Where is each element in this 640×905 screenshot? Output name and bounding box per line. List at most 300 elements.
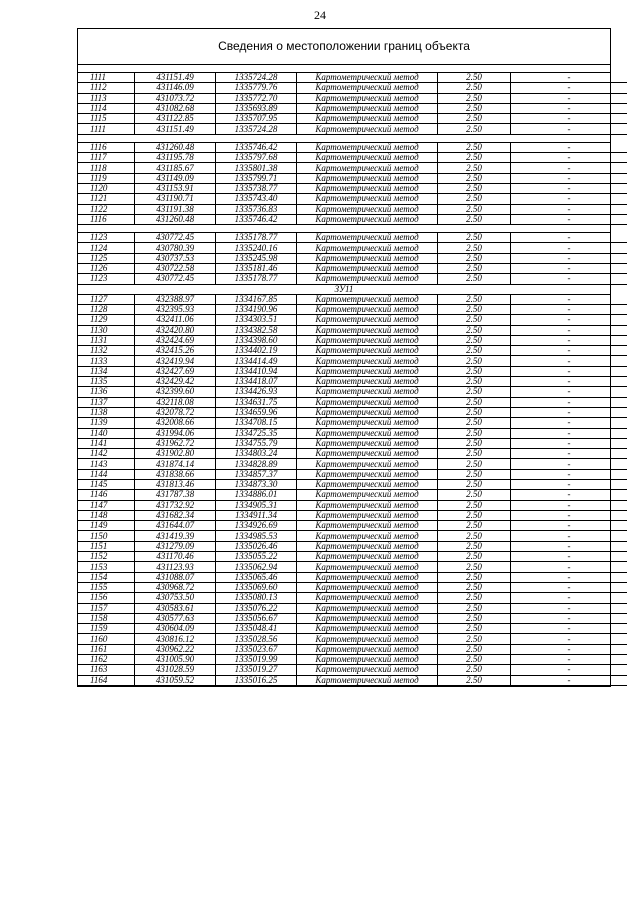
table-row [78,233,627,243]
x-coordinate: 431260.48 [135,143,216,153]
accuracy: 2.50 [438,665,511,675]
method: Картометрический метод [297,194,438,204]
table-row [78,510,627,520]
description: - [511,103,628,113]
point-number: 1151 [78,541,135,551]
table-row [78,114,627,124]
x-coordinate: 431279.09 [135,541,216,551]
point-number: 1131 [78,335,135,345]
point-number: 1139 [78,418,135,428]
point-number: 1137 [78,397,135,407]
description: - [511,449,628,459]
method: Картометрический метод [297,521,438,531]
x-coordinate: 431195.78 [135,153,216,163]
accuracy: 2.50 [438,377,511,387]
description: - [511,418,628,428]
method: Картометрический метод [297,552,438,562]
point-number: 1135 [78,377,135,387]
description: - [511,346,628,356]
method: Картометрический метод [297,428,438,438]
y-coordinate: 1334418.07 [216,377,297,387]
table-row [78,73,627,83]
method: Картометрический метод [297,173,438,183]
method: Картометрический метод [297,655,438,665]
accuracy: 2.50 [438,124,511,134]
point-number: 1155 [78,582,135,592]
accuracy: 2.50 [438,335,511,345]
method: Картометрический метод [297,438,438,448]
accuracy: 2.50 [438,153,511,163]
y-coordinate: 1335707.95 [216,114,297,124]
table-row [78,479,627,489]
description: - [511,593,628,603]
description: - [511,438,628,448]
accuracy: 2.50 [438,143,511,153]
x-coordinate: 430604.09 [135,624,216,634]
method: Картометрический метод [297,356,438,366]
x-coordinate: 431787.38 [135,490,216,500]
table-row [78,243,627,253]
method: Картометрический метод [297,469,438,479]
y-coordinate: 1335019.99 [216,655,297,665]
table-row [78,582,627,592]
accuracy: 2.50 [438,407,511,417]
y-coordinate: 1335178.77 [216,233,297,243]
y-coordinate: 1334631.75 [216,397,297,407]
y-coordinate: 1335069.60 [216,582,297,592]
method: Картометрический метод [297,418,438,428]
description: - [511,624,628,634]
description: - [511,114,628,124]
description: - [511,204,628,214]
point-number: 1125 [78,253,135,263]
accuracy: 2.50 [438,603,511,613]
point-number: 1128 [78,304,135,314]
table-row [78,655,627,665]
accuracy: 2.50 [438,644,511,654]
point-number: 1121 [78,194,135,204]
description: - [511,377,628,387]
method: Картометрический метод [297,500,438,510]
x-coordinate: 431185.67 [135,163,216,173]
method: Картометрический метод [297,572,438,582]
y-coordinate: 1334190.96 [216,304,297,314]
table-row [78,377,627,387]
x-coordinate: 431994.06 [135,428,216,438]
method: Картометрический метод [297,346,438,356]
y-coordinate: 1334303.51 [216,315,297,325]
y-coordinate: 1335724.28 [216,124,297,134]
point-number: 1146 [78,490,135,500]
y-coordinate: 1335056.67 [216,613,297,623]
x-coordinate: 432424.69 [135,335,216,345]
accuracy: 2.50 [438,366,511,376]
accuracy: 2.50 [438,194,511,204]
table-row [78,325,627,335]
method: Картометрический метод [297,183,438,193]
accuracy: 2.50 [438,541,511,551]
point-number: 1112 [78,83,135,93]
y-coordinate: 1335746.42 [216,143,297,153]
accuracy: 2.50 [438,531,511,541]
table-title: Сведения о местоположении границ объекта [78,29,610,65]
point-number: 1163 [78,665,135,675]
accuracy: 2.50 [438,295,511,305]
table-row [78,407,627,417]
table-row [78,624,627,634]
y-coordinate: 1335746.42 [216,214,297,224]
point-number: 1148 [78,510,135,520]
y-coordinate: 1335181.46 [216,264,297,274]
accuracy: 2.50 [438,449,511,459]
description: - [511,153,628,163]
accuracy: 2.50 [438,93,511,103]
method: Картометрический метод [297,624,438,634]
method: Картометрический метод [297,366,438,376]
y-coordinate: 1334755.79 [216,438,297,448]
y-coordinate: 1335016.25 [216,675,297,685]
x-coordinate: 431260.48 [135,214,216,224]
y-coordinate: 1334873.30 [216,479,297,489]
accuracy: 2.50 [438,490,511,500]
point-number: 1117 [78,153,135,163]
accuracy: 2.50 [438,562,511,572]
coordinate-group [78,143,627,225]
accuracy: 2.50 [438,204,511,214]
y-coordinate: 1334828.89 [216,459,297,469]
description: - [511,304,628,314]
x-coordinate: 430583.61 [135,603,216,613]
accuracy: 2.50 [438,73,511,83]
table-row [78,93,627,103]
point-number: 1136 [78,387,135,397]
accuracy: 2.50 [438,214,511,224]
y-coordinate: 1335738.77 [216,183,297,193]
point-number: 1154 [78,572,135,582]
method: Картометрический метод [297,613,438,623]
description: - [511,233,628,243]
x-coordinate: 431191.38 [135,204,216,214]
accuracy: 2.50 [438,469,511,479]
description: - [511,397,628,407]
description: - [511,675,628,685]
method: Картометрический метод [297,93,438,103]
table-row [78,103,627,113]
description: - [511,644,628,654]
y-coordinate: 1335065.46 [216,572,297,582]
description: - [511,500,628,510]
description: - [511,335,628,345]
description: - [511,521,628,531]
description: - [511,253,628,263]
accuracy: 2.50 [438,397,511,407]
point-number: 1119 [78,173,135,183]
y-coordinate: 1335055.22 [216,552,297,562]
method: Картометрический метод [297,397,438,407]
y-coordinate: 1334725.35 [216,428,297,438]
method: Картометрический метод [297,634,438,644]
description: - [511,214,628,224]
accuracy: 2.50 [438,593,511,603]
method: Картометрический метод [297,103,438,113]
method: Картометрический метод [297,675,438,685]
table-row [78,634,627,644]
accuracy: 2.50 [438,418,511,428]
method: Картометрический метод [297,253,438,263]
description: - [511,479,628,489]
point-number: 1147 [78,500,135,510]
description: - [511,356,628,366]
point-number: 1116 [78,214,135,224]
x-coordinate: 432420.80 [135,325,216,335]
description: - [511,655,628,665]
accuracy: 2.50 [438,613,511,623]
y-coordinate: 1335023.67 [216,644,297,654]
table-row [78,603,627,613]
method: Картометрический метод [297,114,438,124]
method: Картометрический метод [297,73,438,83]
method: Картометрический метод [297,582,438,592]
table-row [78,644,627,654]
point-number: 1159 [78,624,135,634]
table-row [78,593,627,603]
y-coordinate: 1334926.69 [216,521,297,531]
x-coordinate: 431082.68 [135,103,216,113]
x-coordinate: 430577.63 [135,613,216,623]
x-coordinate: 431732.92 [135,500,216,510]
point-number: 1143 [78,459,135,469]
point-number: 1123 [78,274,135,284]
y-coordinate: 1334167.85 [216,295,297,305]
table-row [78,153,627,163]
x-coordinate: 431151.49 [135,124,216,134]
x-coordinate: 431838.66 [135,469,216,479]
description: - [511,387,628,397]
point-number: 1113 [78,93,135,103]
method: Картометрический метод [297,510,438,520]
method: Картометрический метод [297,377,438,387]
point-number: 1132 [78,346,135,356]
accuracy: 2.50 [438,624,511,634]
table-row [78,449,627,459]
accuracy: 2.50 [438,582,511,592]
accuracy: 2.50 [438,83,511,93]
point-number: 1140 [78,428,135,438]
method: Картометрический метод [297,124,438,134]
point-number: 1156 [78,593,135,603]
table-row [78,490,627,500]
x-coordinate: 431149.09 [135,173,216,183]
group-separator [78,225,610,233]
point-number: 1130 [78,325,135,335]
point-number: 1138 [78,407,135,417]
table-row [78,143,627,153]
y-coordinate: 1335736.83 [216,204,297,214]
y-coordinate: 1335245.98 [216,253,297,263]
y-coordinate: 1335797.68 [216,153,297,163]
y-coordinate: 1334886.01 [216,490,297,500]
point-number: 1164 [78,675,135,685]
accuracy: 2.50 [438,315,511,325]
x-coordinate: 431059.52 [135,675,216,685]
group-separator [78,65,610,73]
method: Картометрический метод [297,243,438,253]
description: - [511,243,628,253]
x-coordinate: 431419.39 [135,531,216,541]
y-coordinate: 1335048.41 [216,624,297,634]
x-coordinate: 432118.08 [135,397,216,407]
table-row [78,613,627,623]
method: Картометрический метод [297,593,438,603]
table-row [78,531,627,541]
y-coordinate: 1335799.71 [216,173,297,183]
description: - [511,83,628,93]
accuracy: 2.50 [438,304,511,314]
method: Картометрический метод [297,83,438,93]
point-number: 1122 [78,204,135,214]
x-coordinate: 431123.93 [135,562,216,572]
table-row [78,295,627,305]
table-row [78,665,627,675]
y-coordinate: 1334857.37 [216,469,297,479]
description: - [511,143,628,153]
table-row [78,83,627,93]
description: - [511,665,628,675]
description: - [511,572,628,582]
point-number: 1123 [78,233,135,243]
table-row [78,418,627,428]
method: Картометрический метод [297,603,438,613]
method: Картометрический метод [297,562,438,572]
accuracy: 2.50 [438,264,511,274]
table-row [78,397,627,407]
method: Картометрический метод [297,644,438,654]
accuracy: 2.50 [438,243,511,253]
x-coordinate: 431902.80 [135,449,216,459]
x-coordinate: 431190.71 [135,194,216,204]
group-separator [78,135,610,143]
boundary-table [77,28,611,687]
description: - [511,274,628,284]
x-coordinate: 430772.45 [135,233,216,243]
table-row [78,124,627,134]
accuracy: 2.50 [438,163,511,173]
table-row [78,304,627,314]
method: Картометрический метод [297,387,438,397]
point-number: 1120 [78,183,135,193]
coordinate-group [78,295,627,686]
y-coordinate: 1334803.24 [216,449,297,459]
table-row [78,500,627,510]
page-number: 24 [314,8,326,22]
description: - [511,428,628,438]
table-row [78,552,627,562]
method: Картометрический метод [297,665,438,675]
description: - [511,194,628,204]
method: Картометрический метод [297,335,438,345]
accuracy: 2.50 [438,173,511,183]
method: Картометрический метод [297,315,438,325]
accuracy: 2.50 [438,552,511,562]
y-coordinate: 1335028.56 [216,634,297,644]
point-number: 1160 [78,634,135,644]
point-number: 1153 [78,562,135,572]
x-coordinate: 432388.97 [135,295,216,305]
description: - [511,552,628,562]
table-row [78,562,627,572]
x-coordinate: 432429.42 [135,377,216,387]
x-coordinate: 431813.46 [135,479,216,489]
y-coordinate: 1335772.70 [216,93,297,103]
accuracy: 2.50 [438,521,511,531]
table-row [78,521,627,531]
table-row [78,387,627,397]
method: Картометрический метод [297,541,438,551]
point-number: 1133 [78,356,135,366]
method: Картометрический метод [297,479,438,489]
method: Картометрический метод [297,407,438,417]
accuracy: 2.50 [438,387,511,397]
point-number: 1157 [78,603,135,613]
y-coordinate: 1335240.16 [216,243,297,253]
accuracy: 2.50 [438,479,511,489]
x-coordinate: 431088.07 [135,572,216,582]
point-number: 1150 [78,531,135,541]
x-coordinate: 431153.91 [135,183,216,193]
accuracy: 2.50 [438,572,511,582]
y-coordinate: 1335724.28 [216,73,297,83]
point-number: 1114 [78,103,135,113]
x-coordinate: 431122.85 [135,114,216,124]
point-number: 1158 [78,613,135,623]
method: Картометрический метод [297,264,438,274]
table-row [78,214,627,224]
accuracy: 2.50 [438,438,511,448]
description: - [511,73,628,83]
accuracy: 2.50 [438,103,511,113]
description: - [511,173,628,183]
point-number: 1111 [78,73,135,83]
x-coordinate: 432078.72 [135,407,216,417]
method: Картометрический метод [297,531,438,541]
y-coordinate: 1334398.60 [216,335,297,345]
table-row [78,264,627,274]
table-row [78,346,627,356]
x-coordinate: 430722.58 [135,264,216,274]
table-row [78,459,627,469]
table-row [78,356,627,366]
y-coordinate: 1334905.31 [216,500,297,510]
table-row [78,204,627,214]
accuracy: 2.50 [438,428,511,438]
description: - [511,264,628,274]
description: - [511,582,628,592]
x-coordinate: 432427.69 [135,366,216,376]
accuracy: 2.50 [438,325,511,335]
table-row [78,163,627,173]
y-coordinate: 1334414.49 [216,356,297,366]
table-row [78,315,627,325]
x-coordinate: 430816.12 [135,634,216,644]
table-row [78,194,627,204]
description: - [511,183,628,193]
point-number: 1115 [78,114,135,124]
description: - [511,613,628,623]
y-coordinate: 1334985.53 [216,531,297,541]
accuracy: 2.50 [438,114,511,124]
description: - [511,407,628,417]
table-row [78,438,627,448]
